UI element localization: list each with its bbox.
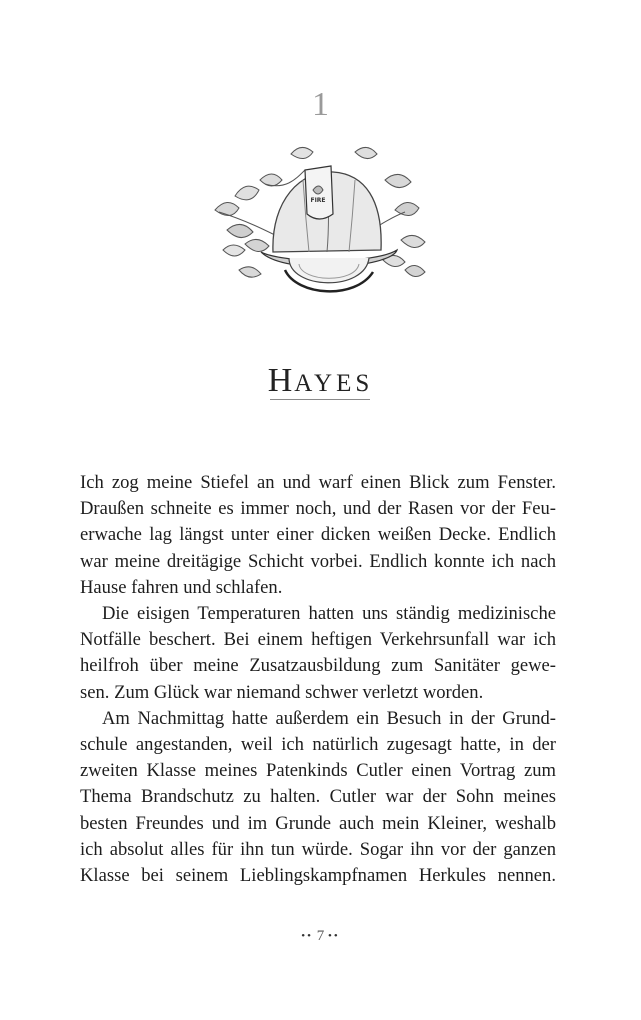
paragraph-line: Hause fahren und schlafen. (80, 576, 283, 598)
paragraph-line: Thema Brandschutz zu halten. Cutler war der Sohn meines (80, 786, 556, 808)
body-text (80, 470, 556, 889)
page-footer (0, 928, 641, 945)
paragraph-line: Klasse bei seinem Lieblingskampfnamen Herkules nennen. (80, 865, 556, 887)
chapter-number: 1 (312, 86, 329, 123)
chapter-title-initial: H (267, 362, 295, 399)
paragraph-line: ich absolut alles für ihn tun würde. Sogar ihn vor der ganzen (80, 838, 556, 860)
ornament-dots-left: •• (301, 930, 313, 942)
ornament-dots-right: •• (328, 930, 340, 942)
paragraph-line: Draußen schneite es immer noch, und der Rasen vor der Feu- (80, 498, 556, 520)
paragraph-line: heilfroh über meine Zusatzausbildung zum Sanitäter gewe- (80, 655, 556, 677)
paragraph-line: besten Freundes und im Grunde auch mein Kleiner, weshalb (80, 812, 556, 834)
paragraph-line: Am Nachmittag hatte außerdem ein Besuch in der Grund- (102, 707, 556, 729)
paragraph-line: erwache lag längst unter einer dicken weißen Decke. Endlich (80, 524, 556, 546)
chapter-title (0, 362, 641, 400)
paragraph-line: sen. Zum Glück war niemand schwer verletzt worden. (80, 681, 484, 703)
paragraph-line: Notfälle beschert. Bei einem heftigen Verkehrsunfall war ich (80, 629, 556, 651)
paragraph-line: schule angestanden, weil ich natürlich zugesagt hatte, in der (80, 734, 556, 756)
paragraph-line: zweiten Klasse meines Patenkinds Cutler einen Vortrag zum (80, 760, 556, 782)
page-number: 7 (316, 928, 325, 944)
chapter-title-rest: AYES (294, 370, 374, 397)
firefighter-helmet-illustration (205, 140, 435, 310)
paragraph-line: war meine dreitägige Schicht vorbei. Endlich konnte ich nach (80, 550, 556, 572)
title-underline-divider (270, 399, 370, 400)
paragraph-line: Die eisigen Temperaturen hatten uns ständig medizinische (102, 603, 556, 625)
paragraph-line: Ich zog meine Stiefel an und warf einen Blick zum Fenster. (80, 472, 556, 493)
svg-text:FIRE: FIRE (310, 197, 326, 204)
